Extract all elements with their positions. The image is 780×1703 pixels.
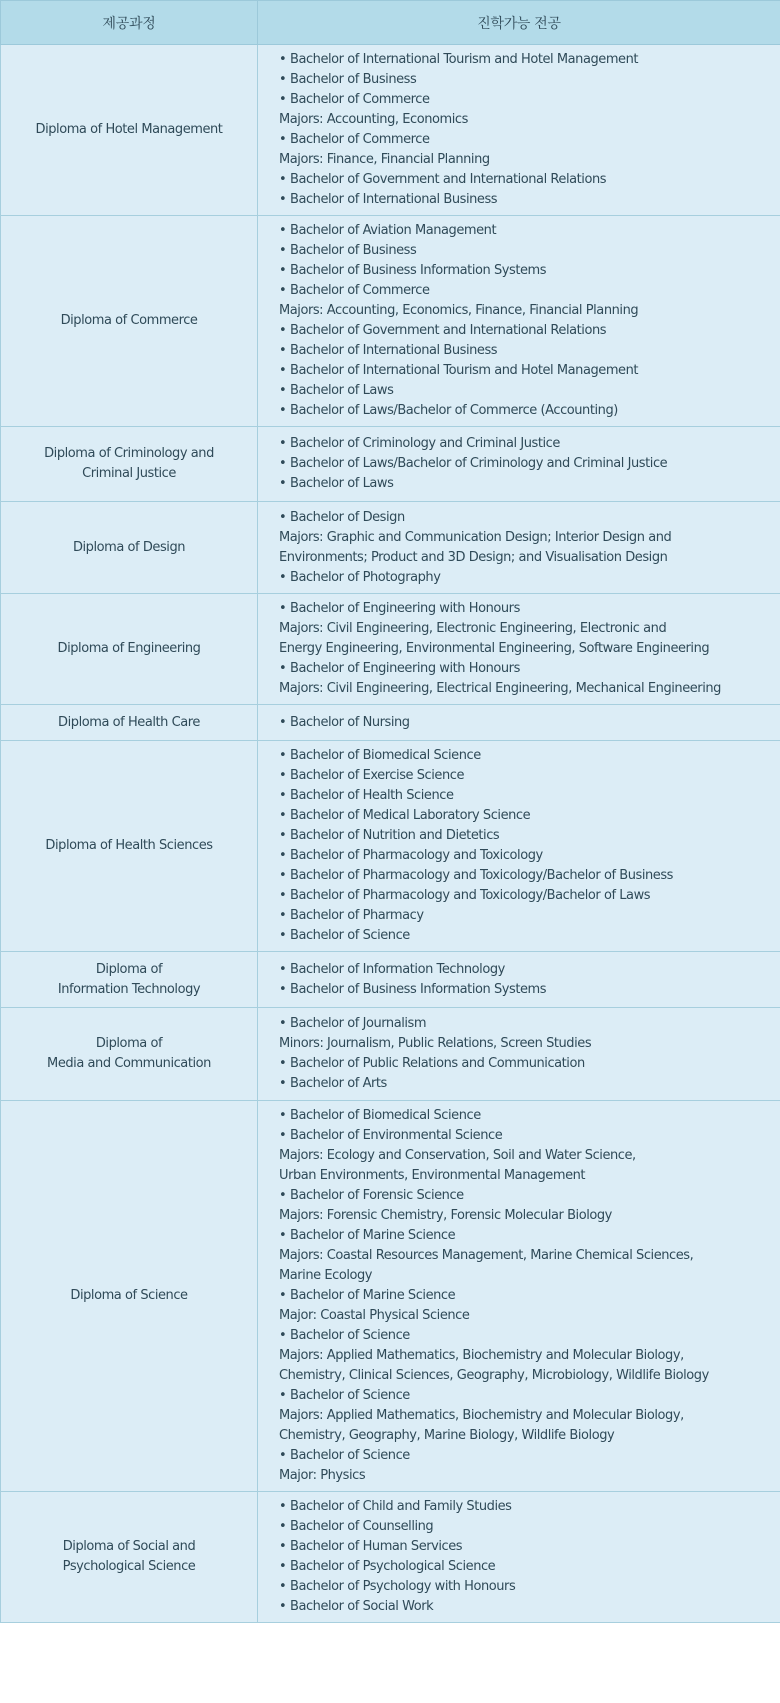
bachelor-course-item [279,713,772,733]
bullet-icon: • [279,72,287,87]
bullet-icon: • [279,808,287,823]
majors-note [279,619,772,639]
majors-note [279,1166,772,1186]
bullet-icon: • [279,192,287,207]
course-text: Bachelor of Social Work [290,1599,434,1614]
table-row [1,594,780,705]
bullet-icon: • [279,436,287,451]
bachelor-course-item [279,599,772,619]
bachelor-course-item [279,341,772,361]
course-text: Bachelor of Science [290,1328,410,1343]
diploma-name-cell [1,952,258,1008]
majors-note [279,301,772,321]
bachelor-course-item [279,261,772,281]
bachelor-course-item [279,906,772,926]
course-text: Majors: Forensic Chemistry, Forensic Molecular Biology [279,1208,612,1223]
bullet-icon: • [279,456,287,471]
course-text: Bachelor of Engineering with Honours [290,661,520,676]
course-text: Bachelor of Business [290,72,417,87]
course-text: Bachelor of Commerce [290,132,430,147]
majors-note [279,1406,772,1426]
bachelor-course-item [279,1326,772,1346]
bullet-icon: • [279,1328,287,1343]
table-row [1,45,780,216]
bachelor-course-item [279,190,772,210]
bullet-icon: • [279,363,287,378]
diploma-name-line: Diploma of Commerce [60,313,198,328]
diploma-name-cell [1,705,258,741]
course-text: Majors: Applied Mathematics, Biochemistry and Molecular Biology, [279,1408,684,1423]
bachelor-course-item [279,568,772,588]
course-text: Bachelor of Health Science [290,788,454,803]
majors-note [279,1346,772,1366]
course-text: Bachelor of International Tourism and Hotel Management [290,52,639,67]
course-text: Bachelor of Environmental Science [290,1128,503,1143]
course-text: Bachelor of Science [290,1448,410,1463]
bachelor-course-item [279,1186,772,1206]
course-text: Bachelor of Marine Science [290,1288,456,1303]
course-text: Bachelor of Pharmacology and Toxicology/Bachelor of Business [290,868,673,883]
course-text: Marine Ecology [279,1268,373,1283]
diploma-name-line: Media and Communication [47,1056,211,1071]
bullet-icon: • [279,132,287,147]
course-text: Bachelor of Counselling [290,1519,434,1534]
course-text: Bachelor of Pharmacology and Toxicology/Bachelor of Laws [290,888,651,903]
bullet-icon: • [279,1499,287,1514]
bullet-icon: • [279,1539,287,1554]
bachelor-course-item [279,846,772,866]
course-text: Bachelor of Psychology with Honours [290,1579,516,1594]
course-text: Bachelor of Marine Science [290,1228,456,1243]
pathway-courses-cell [258,594,780,705]
course-text: Bachelor of Arts [290,1076,387,1091]
bullet-icon: • [279,888,287,903]
course-text: Bachelor of Nursing [290,714,410,730]
course-text: Majors: Ecology and Conservation, Soil and Water Science, [279,1148,636,1163]
diploma-name-line: Criminal Justice [82,466,176,481]
table-row [1,1008,780,1101]
bachelor-course-item [279,746,772,766]
course-text: Bachelor of Information Technology [290,961,505,977]
bachelor-course-item [279,381,772,401]
diploma-name-line: Diploma of Design [72,539,186,555]
pathway-courses-cell [258,502,780,594]
bachelor-course-item [279,434,772,454]
course-text: Bachelor of Criminology and Criminal Justice [290,436,560,451]
diploma-name-line: Diploma of Social and [62,1539,196,1554]
diploma-name-line: Diploma of [95,1036,163,1051]
bullet-icon: • [279,283,287,298]
bullet-icon: • [279,403,287,418]
bullet-icon: • [279,92,287,107]
course-text: Bachelor of Biomedical Science [290,748,481,763]
bachelor-course-item [279,926,772,946]
bullet-icon: • [279,52,287,67]
majors-note [279,1266,772,1286]
course-text: Bachelor of Business Information Systems [290,263,547,278]
bachelor-course-item [279,1497,772,1517]
bullet-icon: • [279,828,287,843]
table-row [1,741,780,952]
majors-note [279,639,772,659]
header-pathway-majors: 진학가능 전공 [258,1,780,45]
diploma-name-line: Psychological Science [62,1559,196,1574]
bullet-icon: • [279,1448,287,1463]
pathway-courses-cell [258,45,780,216]
bullet-icon: • [279,1188,287,1203]
bachelor-course-item [279,1014,772,1034]
bullet-icon: • [279,1559,287,1574]
bachelor-course-item [279,1446,772,1466]
majors-note [279,679,772,699]
table-row [1,216,780,427]
majors-note [279,150,772,170]
course-text: Major: Physics [279,1468,366,1483]
course-text: Energy Engineering, Environmental Engineering, Software Engineering [279,641,710,656]
bachelor-course-item [279,321,772,341]
bachelor-course-item [279,806,772,826]
bullet-icon: • [279,928,287,943]
pathway-courses-cell [258,741,780,952]
bachelor-course-item [279,960,772,980]
bullet-icon: • [279,961,287,977]
bullet-icon: • [279,323,287,338]
bullet-icon: • [279,1599,287,1614]
bullet-icon: • [279,509,287,525]
diploma-name-line: Diploma of Science [70,1288,188,1303]
bullet-icon: • [279,748,287,763]
course-text: Bachelor of Laws/Bachelor of Criminology and Criminal Justice [290,456,668,471]
bachelor-course-item [279,1597,772,1617]
bachelor-course-item [279,659,772,679]
diploma-name-line: Diploma of Health Care [58,714,200,730]
course-text: Chemistry, Clinical Sciences, Geography, Microbiology, Wildlife Biology [279,1368,709,1383]
bachelor-course-item [279,508,772,528]
course-text: Minors: Journalism, Public Relations, Screen Studies [279,1036,592,1051]
diploma-name-line: Diploma of Health Sciences [45,838,213,853]
majors-note [279,1466,772,1486]
course-text: Majors: Coastal Resources Management, Marine Chemical Sciences, [279,1248,694,1263]
course-text: Bachelor of Child and Family Studies [290,1499,512,1514]
table-row [1,502,780,594]
bachelor-course-item [279,361,772,381]
bachelor-course-item [279,766,772,786]
diploma-name-cell [1,594,258,705]
course-text: Bachelor of Pharmacology and Toxicology [290,848,543,863]
bullet-icon: • [279,569,287,585]
course-text: Bachelor of International Business [290,192,498,207]
diploma-name-line: Diploma of [95,961,163,977]
course-text: Majors: Accounting, Economics, Finance, Financial Planning [279,303,639,318]
course-text: Bachelor of Government and International Relations [290,172,607,187]
bachelor-course-item [279,1054,772,1074]
course-text: Majors: Civil Engineering, Electronic Engineering, Electronic and [279,621,667,636]
diploma-name-cell [1,1492,258,1623]
pathway-courses-cell [258,1008,780,1101]
majors-note [279,548,772,568]
course-text: Majors: Graphic and Communication Design; Interior Design and [279,529,672,545]
bullet-icon: • [279,981,287,997]
bullet-icon: • [279,383,287,398]
course-text: Bachelor of Laws [290,476,394,491]
diploma-name-cell [1,741,258,952]
table-header-row [1,1,780,45]
bullet-icon: • [279,601,287,616]
pathway-courses-cell [258,1101,780,1492]
bullet-icon: • [279,1288,287,1303]
course-text: Bachelor of Aviation Management [290,223,497,238]
course-text: Bachelor of Laws [290,383,394,398]
bachelor-course-item [279,1537,772,1557]
course-text: Bachelor of Biomedical Science [290,1108,481,1123]
bullet-icon: • [279,343,287,358]
bachelor-course-item [279,1286,772,1306]
table-row [1,952,780,1008]
diploma-name-cell [1,502,258,594]
bullet-icon: • [279,1519,287,1534]
table-row [1,705,780,741]
bullet-icon: • [279,1016,287,1031]
course-text: Bachelor of Business [290,243,417,258]
majors-note [279,1206,772,1226]
diploma-name-cell [1,216,258,427]
bachelor-course-item [279,866,772,886]
diploma-name-line: Diploma of Engineering [57,641,201,656]
majors-note [279,1246,772,1266]
bachelor-course-item [279,50,772,70]
bachelor-course-item [279,1577,772,1597]
bachelor-course-item [279,786,772,806]
course-text: Chemistry, Geography, Marine Biology, Wildlife Biology [279,1428,615,1443]
diploma-name-line: Information Technology [57,981,201,997]
course-text: Urban Environments, Environmental Management [279,1168,586,1183]
majors-note [279,1034,772,1054]
bullet-icon: • [279,714,287,730]
bullet-icon: • [279,868,287,883]
header-diploma: 제공과정 [1,1,258,45]
bullet-icon: • [279,1108,287,1123]
bullet-icon: • [279,661,287,676]
pathway-courses-cell [258,427,780,502]
course-text: Bachelor of Government and International Relations [290,323,607,338]
course-text: Bachelor of Forensic Science [290,1188,464,1203]
course-text: Bachelor of Medical Laboratory Science [290,808,531,823]
bullet-icon: • [279,768,287,783]
bachelor-course-item [279,1074,772,1094]
course-text: Majors: Accounting, Economics [279,112,468,127]
bullet-icon: • [279,1579,287,1594]
course-text: Bachelor of Public Relations and Communication [290,1056,585,1071]
bullet-icon: • [279,172,287,187]
course-text: Bachelor of International Business [290,343,498,358]
bullet-icon: • [279,788,287,803]
bachelor-course-item [279,401,772,421]
bachelor-course-item [279,241,772,261]
bachelor-course-item [279,70,772,90]
bachelor-course-item [279,221,772,241]
course-text: Bachelor of Science [290,928,410,943]
table-body [1,45,780,1623]
bachelor-course-item [279,980,772,1000]
majors-note [279,110,772,130]
course-text: Bachelor of Psychological Science [290,1559,496,1574]
bullet-icon: • [279,848,287,863]
majors-note [279,1306,772,1326]
course-text: Bachelor of Nutrition and Dietetics [290,828,500,843]
bullet-icon: • [279,476,287,491]
course-text: Bachelor of Design [290,509,405,525]
course-text: Bachelor of Commerce [290,92,430,107]
majors-note [279,1146,772,1166]
bachelor-course-item [279,1517,772,1537]
bullet-icon: • [279,1128,287,1143]
bachelor-course-item [279,1106,772,1126]
bullet-icon: • [279,223,287,238]
diploma-name-line: Diploma of Criminology and [44,446,214,461]
bachelor-course-item [279,886,772,906]
bachelor-course-item [279,1386,772,1406]
bullet-icon: • [279,908,287,923]
table-row [1,1101,780,1492]
pathway-courses-cell [258,952,780,1008]
pathway-courses-cell [258,1492,780,1623]
bachelor-course-item [279,170,772,190]
bachelor-course-item [279,454,772,474]
pathway-courses-cell [258,705,780,741]
bachelor-course-item [279,90,772,110]
course-text: Bachelor of Photography [290,569,441,585]
course-text: Bachelor of International Tourism and Hotel Management [290,363,639,378]
diploma-name-cell [1,1101,258,1492]
bachelor-course-item [279,130,772,150]
course-text: Bachelor of Laws/Bachelor of Commerce (Accounting) [290,403,618,418]
course-text: Majors: Civil Engineering, Electrical Engineering, Mechanical Engineering [279,681,721,696]
course-text: Bachelor of Journalism [290,1016,427,1031]
bullet-icon: • [279,1076,287,1091]
bachelor-course-item [279,281,772,301]
course-text: Bachelor of Science [290,1388,410,1403]
course-text: Majors: Applied Mathematics, Biochemistry and Molecular Biology, [279,1348,684,1363]
diploma-name-line: Diploma of Hotel Management [35,122,223,137]
majors-note [279,1366,772,1386]
course-text: Bachelor of Engineering with Honours [290,601,520,616]
course-text: Bachelor of Human Services [290,1539,463,1554]
bachelor-course-item [279,474,772,494]
table-row [1,427,780,502]
course-text: Major: Coastal Physical Science [279,1308,470,1323]
bullet-icon: • [279,1388,287,1403]
course-text: Bachelor of Exercise Science [290,768,464,783]
table-row [1,1492,780,1623]
course-text: Majors: Finance, Financial Planning [279,152,490,167]
bullet-icon: • [279,243,287,258]
diploma-name-cell [1,427,258,502]
diploma-name-cell [1,1008,258,1101]
bullet-icon: • [279,1056,287,1071]
bullet-icon: • [279,263,287,278]
course-text: Bachelor of Commerce [290,283,430,298]
course-text: Bachelor of Pharmacy [290,908,424,923]
bachelor-course-item [279,826,772,846]
bachelor-course-item [279,1226,772,1246]
majors-note [279,1426,772,1446]
majors-note [279,528,772,548]
course-text: Bachelor of Business Information Systems [290,981,547,997]
course-text: Environments; Product and 3D Design; and Visualisation Design [279,549,668,565]
bachelor-course-item [279,1126,772,1146]
pathway-courses-cell [258,216,780,427]
bachelor-course-item [279,1557,772,1577]
diploma-name-cell [1,45,258,216]
bullet-icon: • [279,1228,287,1243]
